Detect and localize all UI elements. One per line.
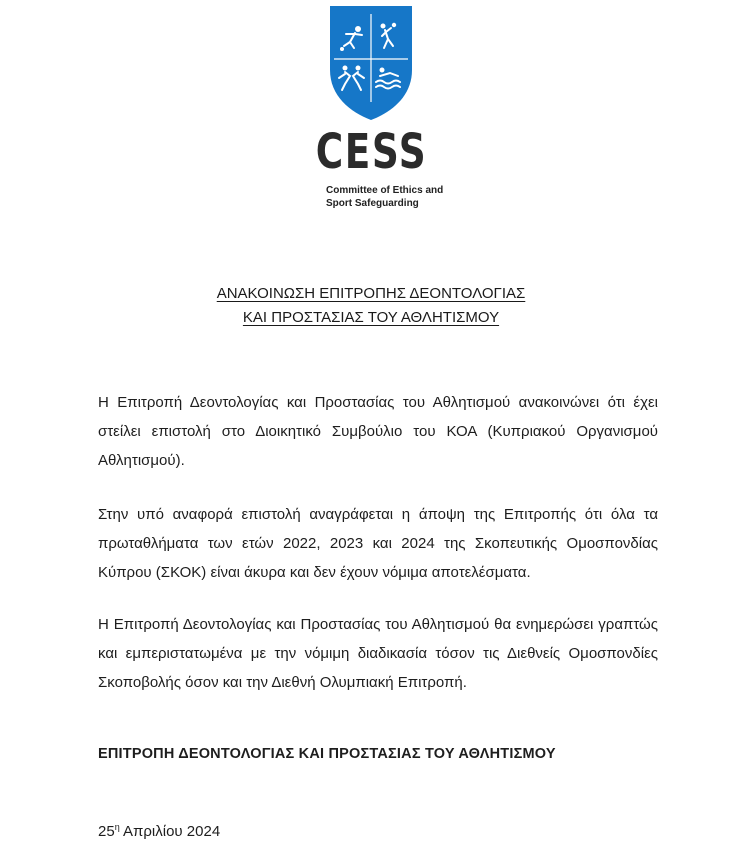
cess-logo [0,0,742,210]
document-date [98,823,220,840]
logo-org-line2: Sport Safeguarding [326,198,419,209]
paragraph-3: Η Επιτροπή Δεοντολογίας και Προστασίας του Αθλητισμού θα ενημερώσει γραπτώς και εμπεριστατωμένα με την νόμιμη διαδικασία τόσον τις Διεθνείς Ομοσπονδίες Σκοποβολής όσον και την Διεθνή Ολυμπιακή Επιτροπή. [98,616,658,691]
logo-acronym: CESS [315,124,427,180]
logo-org-line1: Committee of Ethics and [326,185,444,196]
title-line2: ΚΑΙ ΠΡΟΣΤΑΣΙΑΣ ΤΟΥ ΑΘΛΗΤΙΣΜΟΥ [242,309,500,326]
date-day: 25 [98,823,115,840]
paragraph-2: Στην υπό αναφορά επιστολή αναγράφεται η άποψη της Επιτροπής ότι όλα τα πρωταθλήματα των ετών 2022, 2023 και 2024 της Σκοπευτικής Ομοσπονδίας Κύπρου (ΣΚΟΚ) είναι άκυρα και δεν έχουν νόμιμα αποτελέσματα. [98,506,658,581]
logo-org-name [316,184,444,210]
date-rest: Απριλίου 2024 [119,823,221,840]
paragraph-1: Η Επιτροπή Δεοντολογίας και Προστασίας του Αθλητισμού ανακοινώνει ότι έχει στείλει επιστολή στο Διοικητικό Συμβούλιο του ΚΟΑ (Κυπριακού Οργανισμού Αθλητισμού). [98,394,658,469]
date-suffix: η [114,822,120,832]
announcement-title [0,282,742,330]
signature-committee: ΕΠΙΤΡΟΠΗ ΔΕΟΝΤΟΛΟΓΙΑΣ ΚΑΙ ΠΡΟΣΤΑΣΙΑΣ ΤΟΥ ΑΘΛΗΤΙΣΜΟΥ [98,746,556,762]
shield-emblem [328,4,414,122]
title-line1: ΑΝΑΚΟΙΝΩΣΗ ΕΠΙΤΡΟΠΗΣ ΔΕΟΝΤΟΛΟΓΙΑΣ [216,285,526,302]
